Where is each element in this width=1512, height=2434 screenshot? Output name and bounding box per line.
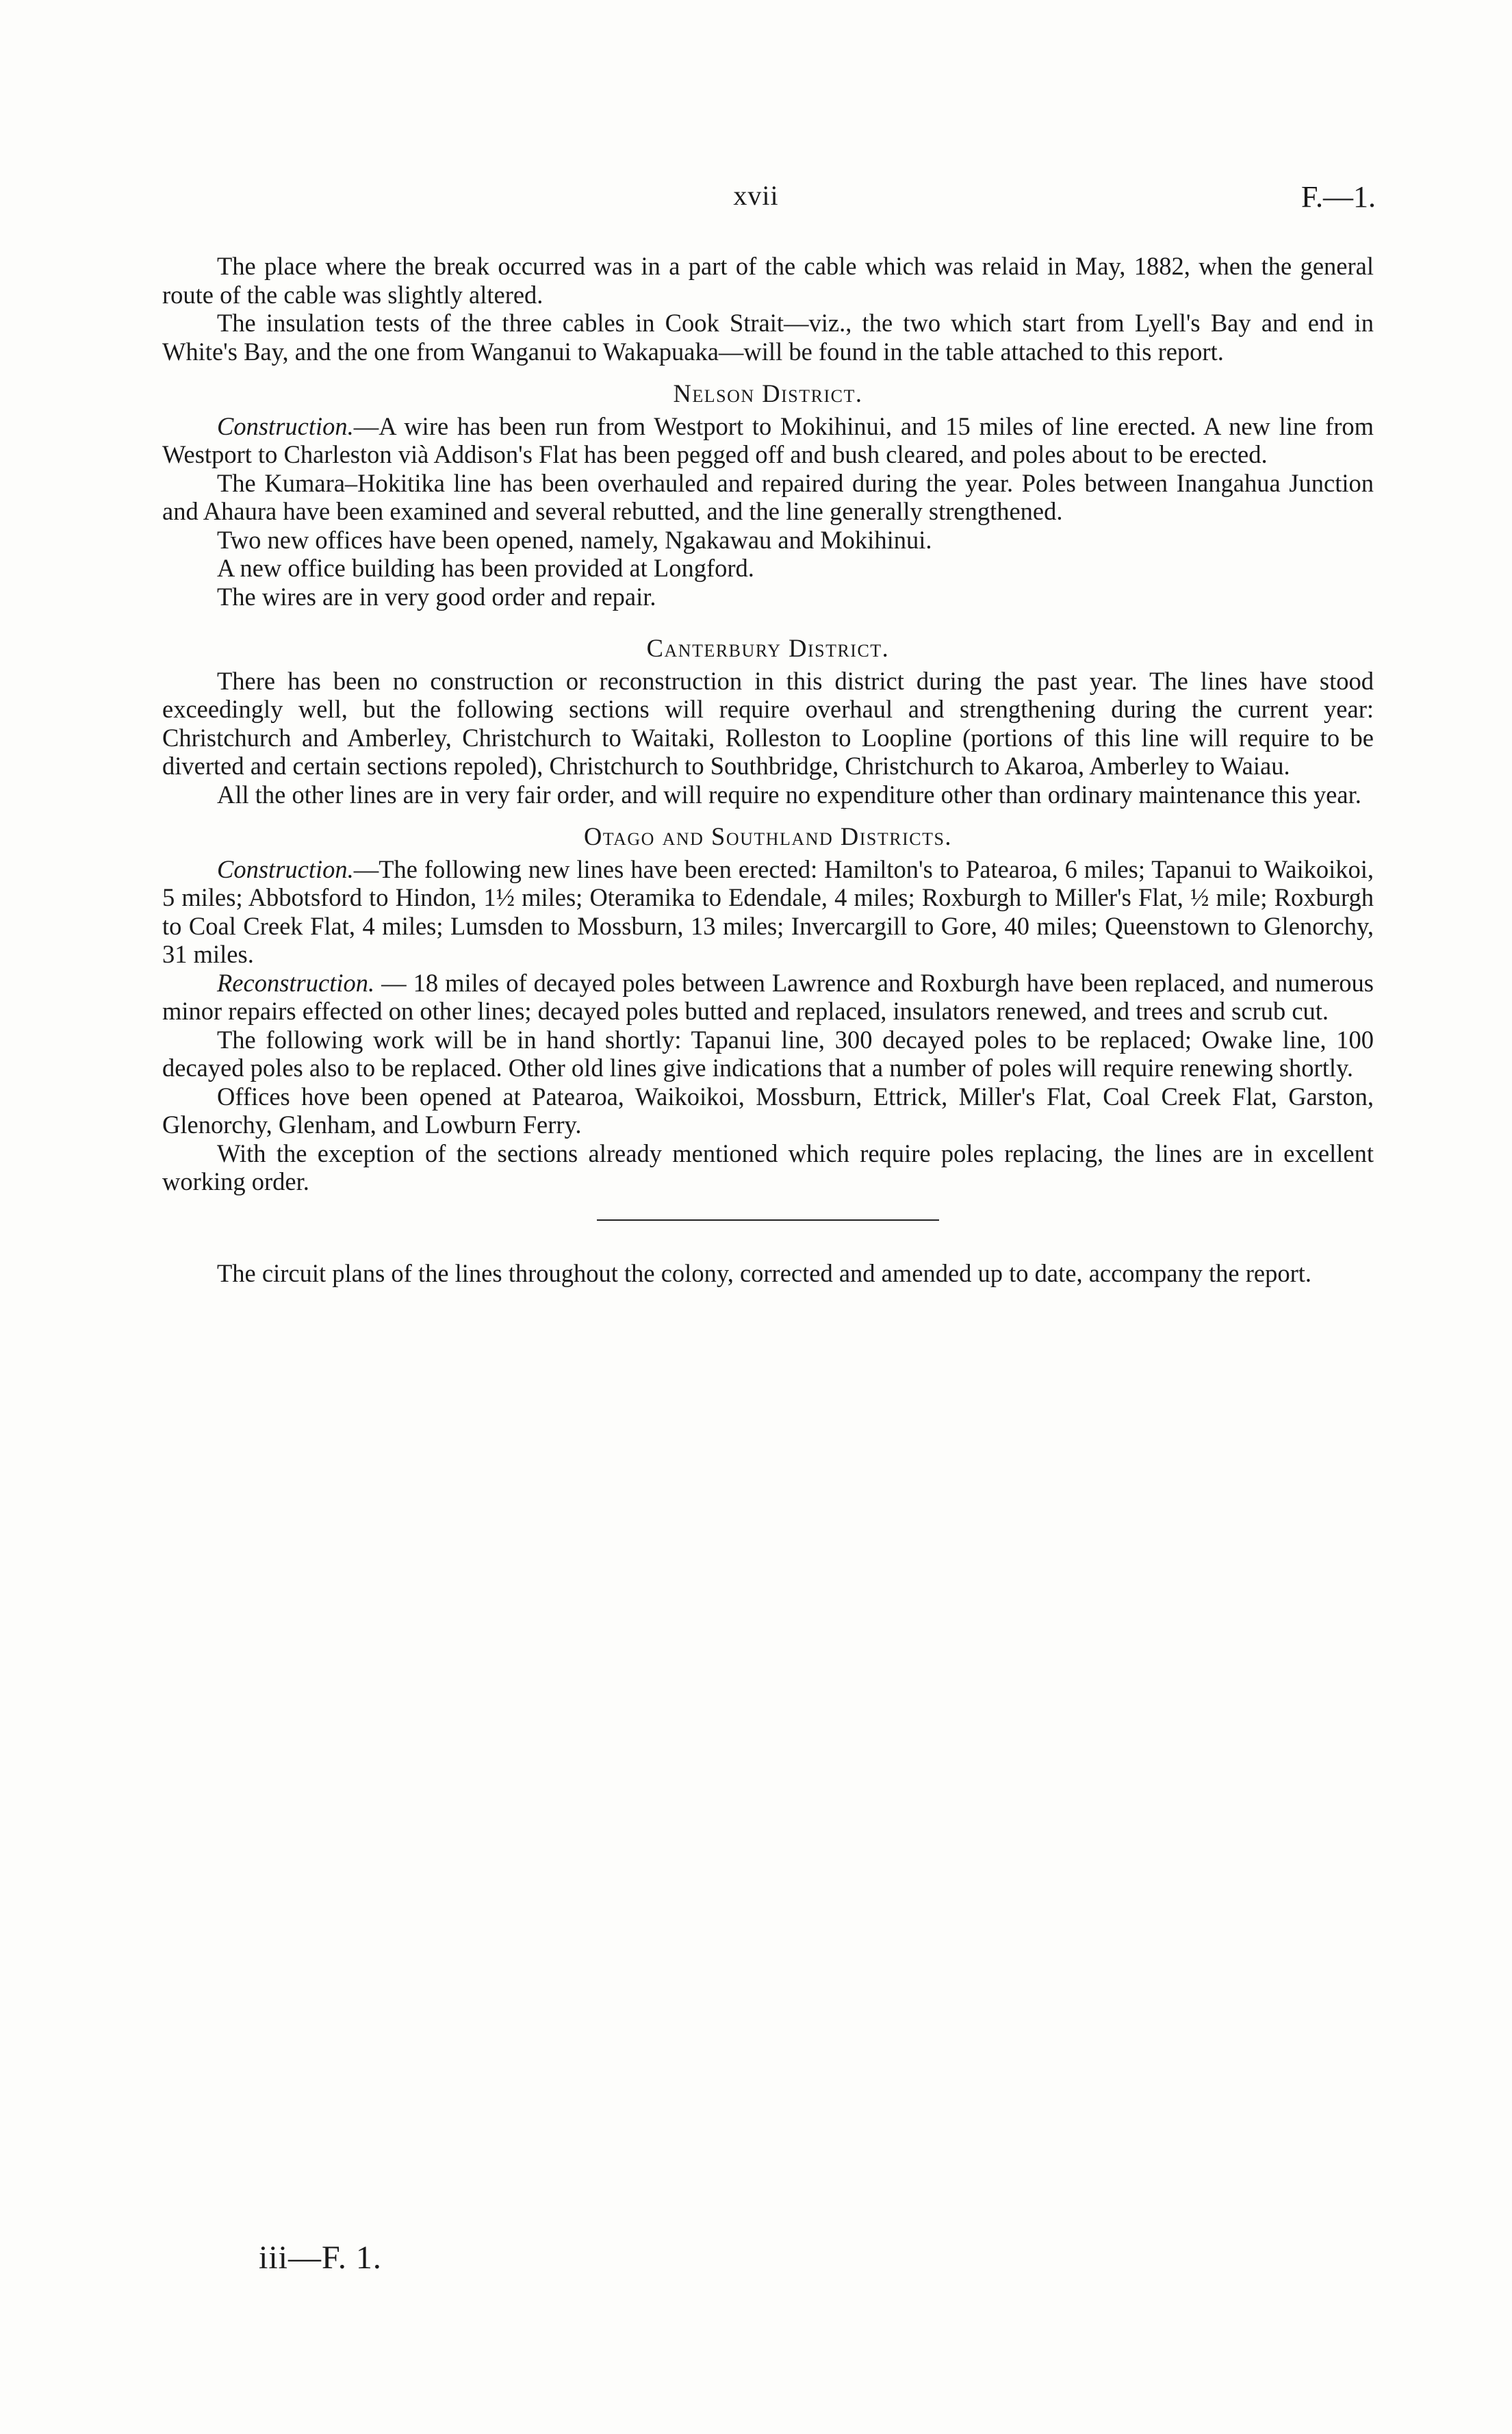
report-body <box>162 252 1374 1287</box>
reconstruction-label: Reconstruction. <box>217 968 375 997</box>
signature-mark: iii—F. 1. <box>259 2240 382 2276</box>
construction-label: Construction. <box>217 854 354 883</box>
paragraph: The Kumara–Hokitika line has been overhauled and repaired during the year. Poles between Inangahua Junction and Ahaura have been examined and several rebutted, and the line generally strengthened. <box>162 468 1374 525</box>
paragraph: A new office building has been provided at Longford. <box>217 554 754 582</box>
construction-label: Construction. <box>217 411 354 440</box>
section-heading-canterbury: Canterbury District. <box>646 634 890 662</box>
paragraph-text: —A wire has been run from Westport to Mokihinui, and 15 miles of line erected. A new line from Westport to Charleston vià Addison's Flat has been pegged off and bush cleared, and poles about to be erected. <box>162 411 1374 468</box>
paragraph: With the exception of the sections already mentioned which require poles replacing, the lines are in excellent working order. <box>162 1139 1374 1195</box>
paragraph: The wires are in very good order and repair. <box>217 582 656 611</box>
paragraph-text: —The following new lines have been erected: Hamilton's to Patearoa, 6 miles; Tapanui to Waikoikoi, 5 miles; Abbotsford to Hindon, 1½ miles; Oteramika to Edendale, 4 miles; Roxburgh to Miller's Flat, ½ mile; Roxburgh to Coal Creek Flat, 4 miles; Lumsden to Mossburn, 13 miles; Invercargill to Gore, 40 miles; Queenstown to Glenorchy, 31 miles. <box>162 854 1374 968</box>
document-reference: F.—1. <box>1301 180 1376 214</box>
paragraph: There has been no construction or reconstruction in this district during the past year. The lines have stood exceedingly well, but the following sections will require overhaul and strengthening during the current year: Christchurch and Amberley, Christchurch to Waitaki, Rolleston to Loopline (portions of this line will require to be diverted and certain sections repoled), Christchurch to Southbridge, Christchurch to Akaroa, Amberley to Waiau. <box>162 666 1374 780</box>
paragraph: The circuit plans of the lines throughout the colony, corrected and amended up to date, accompany the report. <box>217 1258 1312 1287</box>
section-heading-nelson: Nelson District. <box>673 379 863 407</box>
paragraph <box>162 855 1374 969</box>
paragraph: All the other lines are in very fair order, and will require no expenditure other than ordinary maintenance this year. <box>217 780 1361 809</box>
paragraph <box>162 969 1374 1026</box>
section-heading-otago: Otago and Southland Districts. <box>583 822 953 850</box>
page-number: xvii <box>733 180 779 211</box>
paragraph: The following work will be in hand shortly: Tapanui line, 300 decayed poles to be replaced; Owake line, 100 decayed poles also to be replaced. Other old lines give indications that a number of poles will require renewing shortly. <box>162 1025 1374 1082</box>
paragraph <box>162 412 1374 469</box>
paragraph: The insulation tests of the three cables in Cook Strait—viz., the two which start from Lyell's Bay and end in White's Bay, and the one from Wanganui to Wakapuaka—will be found in the table attached to this report. <box>162 309 1374 366</box>
paragraph-text: — 18 miles of decayed poles between Lawrence and Roxburgh have been replaced, and numerous minor repairs effected on other lines; decayed poles butted and replaced, insulators renewed, and trees and scrub cut. <box>162 968 1374 1025</box>
paragraph: Offices hove been opened at Patearoa, Waikoikoi, Mossburn, Ettrick, Miller's Flat, Coal Creek Flat, Garston, Glenorchy, Glenham, and Lowburn Ferry. <box>162 1082 1374 1139</box>
divider-rule <box>597 1219 939 1221</box>
paragraph: The place where the break occurred was in a part of the cable which was relaid in May, 1882, when the general route of the cable was slightly altered. <box>162 252 1374 309</box>
paragraph: Two new offices have been opened, namely, Ngakawau and Mokihinui. <box>217 525 932 554</box>
